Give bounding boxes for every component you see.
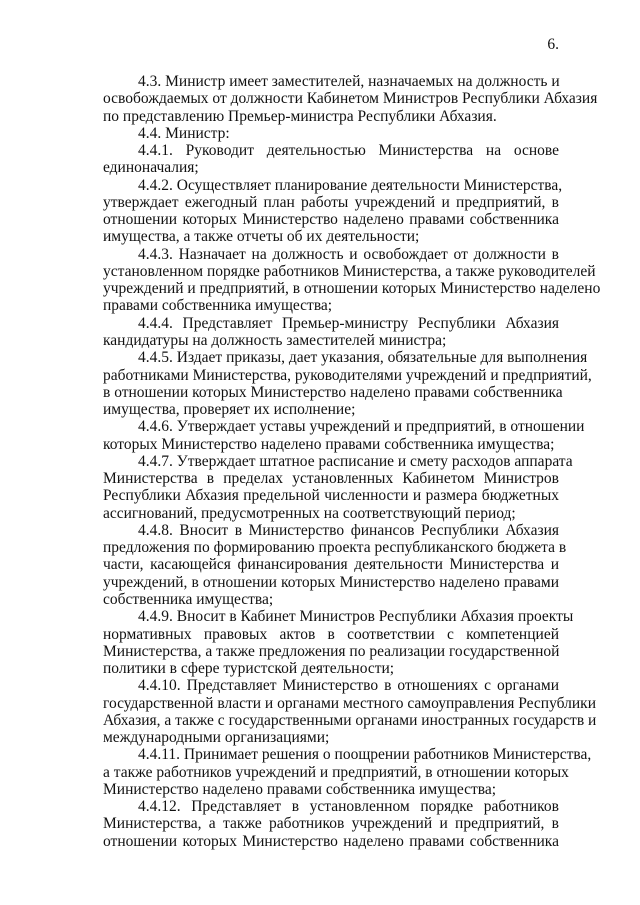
text-line: 4.3. Министр имеет заместителей, назначаемых на должность и xyxy=(138,73,560,90)
text-line: предложения по формированию проекта республиканского бюджета в xyxy=(103,539,567,557)
text-line: в отношении которых Министерство наделено правами собственника xyxy=(103,383,563,401)
paragraph xyxy=(103,746,592,798)
text-line: 4.4.3. Назначает на должность и освобождает от должности в xyxy=(138,245,559,263)
text-line: политики в сфере туристской деятельности; xyxy=(103,660,395,678)
text-line: 4.4.4. Представляет Премьер-министру Республики Абхазия xyxy=(138,314,559,332)
paragraph xyxy=(103,608,574,678)
paragraph xyxy=(103,125,559,142)
text-line: 4.4.8. Вносит в Министерство финансов Республики Абхазия xyxy=(138,521,559,539)
paragraph xyxy=(103,798,559,850)
text-line: учреждений, в отношении которых Министерство наделено правами xyxy=(103,573,559,591)
text-line: 4.4.7. Утверждает штатное расписание и смету расходов аппарата xyxy=(138,452,573,470)
paragraph xyxy=(103,418,585,453)
text-line: кандидатуры на должность заместителей министра; xyxy=(103,331,447,349)
text-line: международными организациями; xyxy=(103,729,330,747)
paragraph xyxy=(103,349,592,419)
text-line: утверждает ежегодный план работы учреждений и предприятий, в xyxy=(103,193,559,211)
text-line: правами собственника имущества; xyxy=(103,297,333,315)
text-line: освобождаемых от должности Кабинетом Министров Республики Абхазия xyxy=(103,90,598,108)
text-line: 4.4.9. Вносит в Кабинет Министров Республики Абхазия проекты xyxy=(138,608,574,626)
text-line: части, касающейся финансирования деятельности Министерства и xyxy=(103,556,559,574)
text-line: имущества, проверяет их исполнение; xyxy=(103,401,356,419)
text-line: 4.4.12. Представляет в установленном порядке работников xyxy=(138,798,559,816)
text-line: которых Министерство наделено правами собственника имущества; xyxy=(103,435,555,453)
text-line: Министерства, а также предложения по реализации государственной xyxy=(103,642,560,660)
paragraph xyxy=(103,245,601,315)
text-line: Министерства в пределах установленных Кабинетом Министров xyxy=(103,470,559,488)
text-line: отношении которых Министерство наделено правами собственника xyxy=(103,832,559,850)
text-line: ассигнований, предусмотренных на соответствующий период; xyxy=(103,504,516,522)
text-line: 4.4.5. Издает приказы, дает указания, обязательные для выполнения xyxy=(138,349,588,367)
text-line: установленном порядке работников Министерства, а также руководителей xyxy=(103,262,596,280)
paragraph xyxy=(103,142,559,177)
text-line: государственной власти и органами местного самоуправления Республики xyxy=(103,694,596,712)
text-line: 4.4.2. Осуществляет планирование деятельности Министерства, xyxy=(138,176,563,194)
text-line: 4.4.10. Представляет Министерство в отношениях с органами xyxy=(138,677,559,695)
text-line: а также работников учреждений и предприятий, в отношении которых xyxy=(103,763,569,781)
text-line: 4.4. Министр: xyxy=(138,124,230,142)
paragraph xyxy=(103,677,597,747)
page-number: 6. xyxy=(547,36,559,53)
text-line: Абхазия, а также с государственными органами иностранных государств и xyxy=(103,711,597,729)
text-line: Министерство наделено правами собственника имущества; xyxy=(103,780,497,798)
text-line: Министерства, а также работников учреждений и предприятий, в xyxy=(103,815,559,833)
text-line: 4.4.1. Руководит деятельностью Министерства на основе xyxy=(138,142,559,160)
text-line: 4.4.6. Утверждает уставы учреждений и предприятий, в отношении xyxy=(138,418,585,436)
text-line: нормативных правовых актов в соответствии с компетенцией xyxy=(103,625,559,643)
paragraph xyxy=(103,452,573,522)
text-line: собственника имущества; xyxy=(103,590,274,608)
text-line: по представлению Премьер-министра Республики Абхазия. xyxy=(103,107,497,125)
paragraph xyxy=(103,176,563,246)
text-line: единоначалия; xyxy=(103,159,199,177)
text-line: 4.4.11. Принимает решения о поощрении работников Министерства, xyxy=(138,746,592,764)
paragraph xyxy=(103,521,567,608)
paragraph xyxy=(103,315,559,350)
document-body xyxy=(103,73,601,850)
text-line: учреждений и предприятий, в отношении которых Министерство наделено xyxy=(103,280,601,298)
paragraph xyxy=(103,73,598,125)
text-line: имущества, а также отчеты об их деятельности; xyxy=(103,228,420,246)
text-line: работниками Министерства, руководителями учреждений и предприятий, xyxy=(103,366,592,384)
text-line: отношении которых Министерство наделено правами собственника xyxy=(103,211,559,229)
text-line: Республики Абхазия предельной численности и размера бюджетных xyxy=(103,487,559,505)
